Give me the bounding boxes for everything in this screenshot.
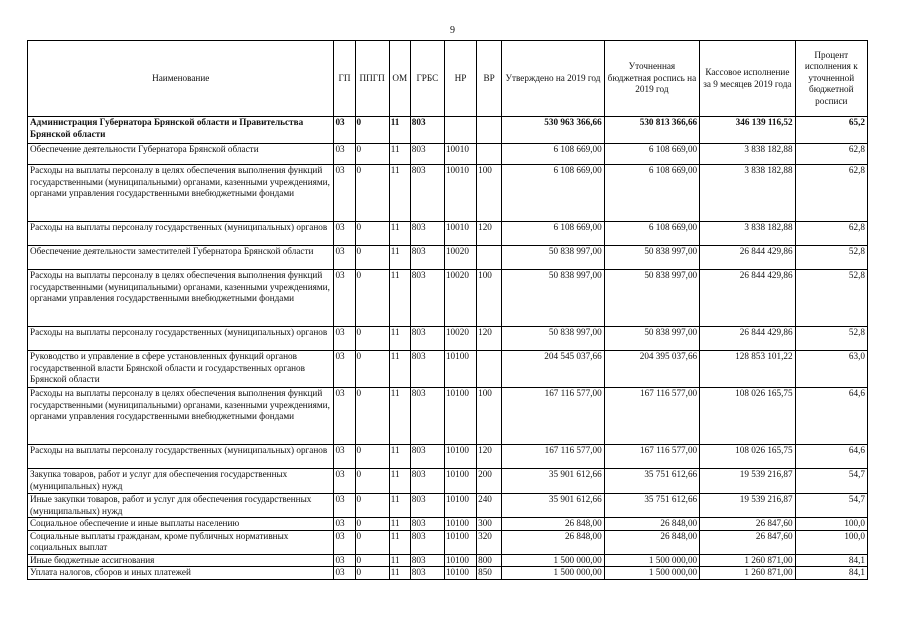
cell-approved: 204 545 037,66 bbox=[502, 351, 604, 388]
cell-refined: 26 848,00 bbox=[604, 518, 699, 531]
cell-np: 10100 bbox=[444, 567, 476, 580]
cell-ppgp: 0 bbox=[355, 351, 389, 388]
cell-cash: 1 260 871,00 bbox=[700, 567, 795, 580]
cell-grbs: 803 bbox=[410, 270, 444, 327]
cell-om: 11 bbox=[389, 388, 410, 445]
cell-om: 11 bbox=[389, 144, 410, 165]
cell-grbs: 803 bbox=[410, 567, 444, 580]
cell-vr: 300 bbox=[477, 518, 502, 531]
cell-np: 10100 bbox=[444, 351, 476, 388]
cell-cash: 26 847,60 bbox=[700, 518, 795, 531]
cell-name: Закупка товаров, работ и услуг для обеспечения государственных (муниципальных) нужд bbox=[28, 469, 334, 494]
cell-vr: 100 bbox=[477, 270, 502, 327]
cell-approved: 50 838 997,00 bbox=[502, 327, 604, 351]
cell-ppgp: 0 bbox=[355, 388, 389, 445]
cell-name: Обеспечение деятельности Губернатора Брянской области bbox=[28, 144, 334, 165]
cell-om: 11 bbox=[389, 518, 410, 531]
cell-percent: 84,1 bbox=[795, 567, 867, 580]
cell-gp: 03 bbox=[334, 222, 355, 246]
cell-approved: 1 500 000,00 bbox=[502, 554, 604, 567]
cell-grbs: 803 bbox=[410, 530, 444, 554]
cell-ppgp: 0 bbox=[355, 327, 389, 351]
header-cash: Кассовое исполнение за 9 месяцев 2019 года bbox=[700, 41, 795, 117]
header-vr: ВР bbox=[477, 41, 502, 117]
cell-vr: 800 bbox=[477, 554, 502, 567]
cell-approved: 530 963 366,66 bbox=[502, 117, 604, 144]
table-body bbox=[28, 117, 868, 580]
cell-om: 11 bbox=[389, 270, 410, 327]
cell-name: Руководство и управление в сфере установленных функций органов государственной власти Брянской области и государственных органов Брянской области bbox=[28, 351, 334, 388]
table-row bbox=[28, 469, 868, 494]
cell-percent: 100,0 bbox=[795, 530, 867, 554]
cell-refined: 35 751 612,66 bbox=[604, 494, 699, 518]
header-np: НР bbox=[444, 41, 476, 117]
table-row bbox=[28, 165, 868, 222]
cell-name: Администрация Губернатора Брянской области и Правительства Брянской области bbox=[28, 117, 334, 144]
cell-ppgp: 0 bbox=[355, 222, 389, 246]
cell-approved: 35 901 612,66 bbox=[502, 494, 604, 518]
cell-refined: 50 838 997,00 bbox=[604, 246, 699, 270]
cell-ppgp: 0 bbox=[355, 518, 389, 531]
cell-vr bbox=[477, 246, 502, 270]
cell-percent: 62,8 bbox=[795, 144, 867, 165]
cell-approved: 50 838 997,00 bbox=[502, 270, 604, 327]
cell-ppgp: 0 bbox=[355, 144, 389, 165]
table-row bbox=[28, 117, 868, 144]
cell-name: Расходы на выплаты персоналу в целях обеспечения выполнения функций государственными (муниципальными) органами, казенными учреждениями, органами управления государственными внебюджетными фондами bbox=[28, 165, 334, 222]
budget-table bbox=[27, 40, 868, 580]
cell-grbs: 803 bbox=[410, 351, 444, 388]
cell-refined: 167 116 577,00 bbox=[604, 445, 699, 469]
cell-refined: 35 751 612,66 bbox=[604, 469, 699, 494]
cell-refined: 26 848,00 bbox=[604, 530, 699, 554]
cell-approved: 26 848,00 bbox=[502, 530, 604, 554]
cell-om: 11 bbox=[389, 165, 410, 222]
table-row bbox=[28, 494, 868, 518]
cell-name: Уплата налогов, сборов и иных платежей bbox=[28, 567, 334, 580]
cell-percent: 64,6 bbox=[795, 445, 867, 469]
cell-grbs: 803 bbox=[410, 388, 444, 445]
cell-ppgp: 0 bbox=[355, 554, 389, 567]
cell-gp: 03 bbox=[334, 554, 355, 567]
cell-om: 11 bbox=[389, 117, 410, 144]
cell-cash: 3 838 182,88 bbox=[700, 222, 795, 246]
cell-vr: 240 bbox=[477, 494, 502, 518]
cell-ppgp: 0 bbox=[355, 165, 389, 222]
cell-ppgp: 0 bbox=[355, 270, 389, 327]
cell-grbs: 803 bbox=[410, 165, 444, 222]
header-approved: Утверждено на 2019 год bbox=[502, 41, 604, 117]
cell-refined: 6 108 669,00 bbox=[604, 222, 699, 246]
cell-np: 10020 bbox=[444, 270, 476, 327]
cell-grbs: 803 bbox=[410, 327, 444, 351]
cell-om: 11 bbox=[389, 494, 410, 518]
cell-percent: 62,8 bbox=[795, 222, 867, 246]
cell-gp: 03 bbox=[334, 270, 355, 327]
cell-approved: 26 848,00 bbox=[502, 518, 604, 531]
cell-vr: 120 bbox=[477, 327, 502, 351]
cell-refined: 50 838 997,00 bbox=[604, 327, 699, 351]
cell-cash: 26 847,60 bbox=[700, 530, 795, 554]
cell-om: 11 bbox=[389, 530, 410, 554]
cell-name: Расходы на выплаты персоналу государственных (муниципальных) органов bbox=[28, 222, 334, 246]
cell-name: Социальные выплаты гражданам, кроме публичных нормативных социальных выплат bbox=[28, 530, 334, 554]
cell-approved: 1 500 000,00 bbox=[502, 567, 604, 580]
header-gp: ГП bbox=[334, 41, 355, 117]
cell-om: 11 bbox=[389, 246, 410, 270]
table-row bbox=[28, 222, 868, 246]
cell-grbs: 803 bbox=[410, 554, 444, 567]
cell-om: 11 bbox=[389, 351, 410, 388]
cell-np: 10100 bbox=[444, 445, 476, 469]
cell-grbs: 803 bbox=[410, 494, 444, 518]
cell-grbs: 803 bbox=[410, 246, 444, 270]
cell-np: 10010 bbox=[444, 144, 476, 165]
cell-gp: 03 bbox=[334, 445, 355, 469]
page-number: 9 bbox=[450, 25, 455, 36]
cell-vr: 320 bbox=[477, 530, 502, 554]
table-row bbox=[28, 351, 868, 388]
cell-np: 10100 bbox=[444, 518, 476, 531]
cell-approved: 35 901 612,66 bbox=[502, 469, 604, 494]
table-row bbox=[28, 530, 868, 554]
cell-percent: 63,0 bbox=[795, 351, 867, 388]
cell-percent: 100,0 bbox=[795, 518, 867, 531]
cell-vr bbox=[477, 351, 502, 388]
cell-approved: 6 108 669,00 bbox=[502, 144, 604, 165]
cell-vr bbox=[477, 117, 502, 144]
cell-ppgp: 0 bbox=[355, 445, 389, 469]
cell-approved: 6 108 669,00 bbox=[502, 222, 604, 246]
cell-om: 11 bbox=[389, 567, 410, 580]
cell-grbs: 803 bbox=[410, 469, 444, 494]
cell-cash: 26 844 429,86 bbox=[700, 270, 795, 327]
table-row bbox=[28, 327, 868, 351]
cell-percent: 54,7 bbox=[795, 494, 867, 518]
table-row bbox=[28, 445, 868, 469]
header-refined: Уточненная бюджетная роспись на 2019 год bbox=[604, 41, 699, 117]
cell-percent: 54,7 bbox=[795, 469, 867, 494]
cell-vr bbox=[477, 144, 502, 165]
cell-om: 11 bbox=[389, 222, 410, 246]
header-percent: Процент исполнения к уточненной бюджетной росписи bbox=[795, 41, 867, 117]
cell-om: 11 bbox=[389, 469, 410, 494]
cell-cash: 19 539 216,87 bbox=[700, 469, 795, 494]
cell-approved: 167 116 577,00 bbox=[502, 388, 604, 445]
cell-cash: 3 838 182,88 bbox=[700, 144, 795, 165]
cell-np: 10020 bbox=[444, 246, 476, 270]
cell-percent: 52,8 bbox=[795, 246, 867, 270]
cell-name: Иные закупки товаров, работ и услуг для обеспечения государственных (муниципальных) нужд bbox=[28, 494, 334, 518]
cell-vr: 850 bbox=[477, 567, 502, 580]
cell-vr: 100 bbox=[477, 388, 502, 445]
cell-om: 11 bbox=[389, 554, 410, 567]
cell-cash: 3 838 182,88 bbox=[700, 165, 795, 222]
table-row bbox=[28, 567, 868, 580]
cell-cash: 108 026 165,75 bbox=[700, 388, 795, 445]
cell-name: Расходы на выплаты персоналу в целях обеспечения выполнения функций государственными (муниципальными) органами, казенными учреждениями, органами управления государственными внебюджетными фондами bbox=[28, 270, 334, 327]
cell-np: 10100 bbox=[444, 388, 476, 445]
cell-ppgp: 0 bbox=[355, 530, 389, 554]
cell-cash: 26 844 429,86 bbox=[700, 246, 795, 270]
cell-gp: 03 bbox=[334, 246, 355, 270]
cell-grbs: 803 bbox=[410, 445, 444, 469]
cell-refined: 1 500 000,00 bbox=[604, 554, 699, 567]
cell-vr: 120 bbox=[477, 445, 502, 469]
header-name: Наименование bbox=[28, 41, 334, 117]
cell-cash: 26 844 429,86 bbox=[700, 327, 795, 351]
cell-name: Расходы на выплаты персоналу в целях обеспечения выполнения функций государственными (муниципальными) органами, казенными учреждениями, органами управления государственными внебюджетными фондами bbox=[28, 388, 334, 445]
cell-vr: 200 bbox=[477, 469, 502, 494]
cell-percent: 52,8 bbox=[795, 270, 867, 327]
table-row bbox=[28, 388, 868, 445]
cell-refined: 50 838 997,00 bbox=[604, 270, 699, 327]
table-row bbox=[28, 270, 868, 327]
cell-cash: 1 260 871,00 bbox=[700, 554, 795, 567]
cell-vr: 120 bbox=[477, 222, 502, 246]
cell-refined: 167 116 577,00 bbox=[604, 388, 699, 445]
cell-approved: 50 838 997,00 bbox=[502, 246, 604, 270]
cell-gp: 03 bbox=[334, 117, 355, 144]
table-row bbox=[28, 246, 868, 270]
cell-gp: 03 bbox=[334, 530, 355, 554]
cell-np: 10010 bbox=[444, 165, 476, 222]
cell-ppgp: 0 bbox=[355, 494, 389, 518]
cell-np: 10100 bbox=[444, 494, 476, 518]
cell-cash: 346 139 116,52 bbox=[700, 117, 795, 144]
cell-np: 10100 bbox=[444, 530, 476, 554]
cell-np: 10010 bbox=[444, 222, 476, 246]
cell-percent: 62,8 bbox=[795, 165, 867, 222]
cell-gp: 03 bbox=[334, 494, 355, 518]
cell-om: 11 bbox=[389, 327, 410, 351]
table-row bbox=[28, 518, 868, 531]
table-header-row bbox=[28, 41, 868, 117]
cell-approved: 167 116 577,00 bbox=[502, 445, 604, 469]
cell-grbs: 803 bbox=[410, 117, 444, 144]
cell-cash: 128 853 101,22 bbox=[700, 351, 795, 388]
cell-grbs: 803 bbox=[410, 144, 444, 165]
cell-gp: 03 bbox=[334, 469, 355, 494]
header-grbs: ГРБС bbox=[410, 41, 444, 117]
cell-refined: 204 395 037,66 bbox=[604, 351, 699, 388]
cell-grbs: 803 bbox=[410, 222, 444, 246]
cell-gp: 03 bbox=[334, 388, 355, 445]
cell-percent: 84,1 bbox=[795, 554, 867, 567]
cell-name: Социальное обеспечение и иные выплаты населению bbox=[28, 518, 334, 531]
cell-name: Иные бюджетные ассигнования bbox=[28, 554, 334, 567]
cell-np: 10020 bbox=[444, 327, 476, 351]
cell-refined: 6 108 669,00 bbox=[604, 165, 699, 222]
cell-ppgp: 0 bbox=[355, 246, 389, 270]
cell-grbs: 803 bbox=[410, 518, 444, 531]
cell-percent: 65,2 bbox=[795, 117, 867, 144]
cell-gp: 03 bbox=[334, 518, 355, 531]
cell-refined: 1 500 000,00 bbox=[604, 567, 699, 580]
cell-cash: 19 539 216,87 bbox=[700, 494, 795, 518]
cell-approved: 6 108 669,00 bbox=[502, 165, 604, 222]
table-row bbox=[28, 144, 868, 165]
cell-gp: 03 bbox=[334, 351, 355, 388]
cell-gp: 03 bbox=[334, 165, 355, 222]
cell-name: Расходы на выплаты персоналу государственных (муниципальных) органов bbox=[28, 445, 334, 469]
header-ppgp: ППГП bbox=[355, 41, 389, 117]
cell-refined: 6 108 669,00 bbox=[604, 144, 699, 165]
cell-cash: 108 026 165,75 bbox=[700, 445, 795, 469]
cell-gp: 03 bbox=[334, 327, 355, 351]
cell-om: 11 bbox=[389, 445, 410, 469]
cell-ppgp: 0 bbox=[355, 469, 389, 494]
cell-percent: 64,6 bbox=[795, 388, 867, 445]
cell-name: Обеспечение деятельности заместителей Губернатора Брянской области bbox=[28, 246, 334, 270]
cell-ppgp: 0 bbox=[355, 567, 389, 580]
cell-vr: 100 bbox=[477, 165, 502, 222]
table-row bbox=[28, 554, 868, 567]
header-om: ОМ bbox=[389, 41, 410, 117]
cell-percent: 52,8 bbox=[795, 327, 867, 351]
cell-np: 10100 bbox=[444, 469, 476, 494]
cell-np bbox=[444, 117, 476, 144]
cell-ppgp: 0 bbox=[355, 117, 389, 144]
cell-gp: 03 bbox=[334, 567, 355, 580]
cell-gp: 03 bbox=[334, 144, 355, 165]
cell-refined: 530 813 366,66 bbox=[604, 117, 699, 144]
cell-np: 10100 bbox=[444, 554, 476, 567]
cell-name: Расходы на выплаты персоналу государственных (муниципальных) органов bbox=[28, 327, 334, 351]
